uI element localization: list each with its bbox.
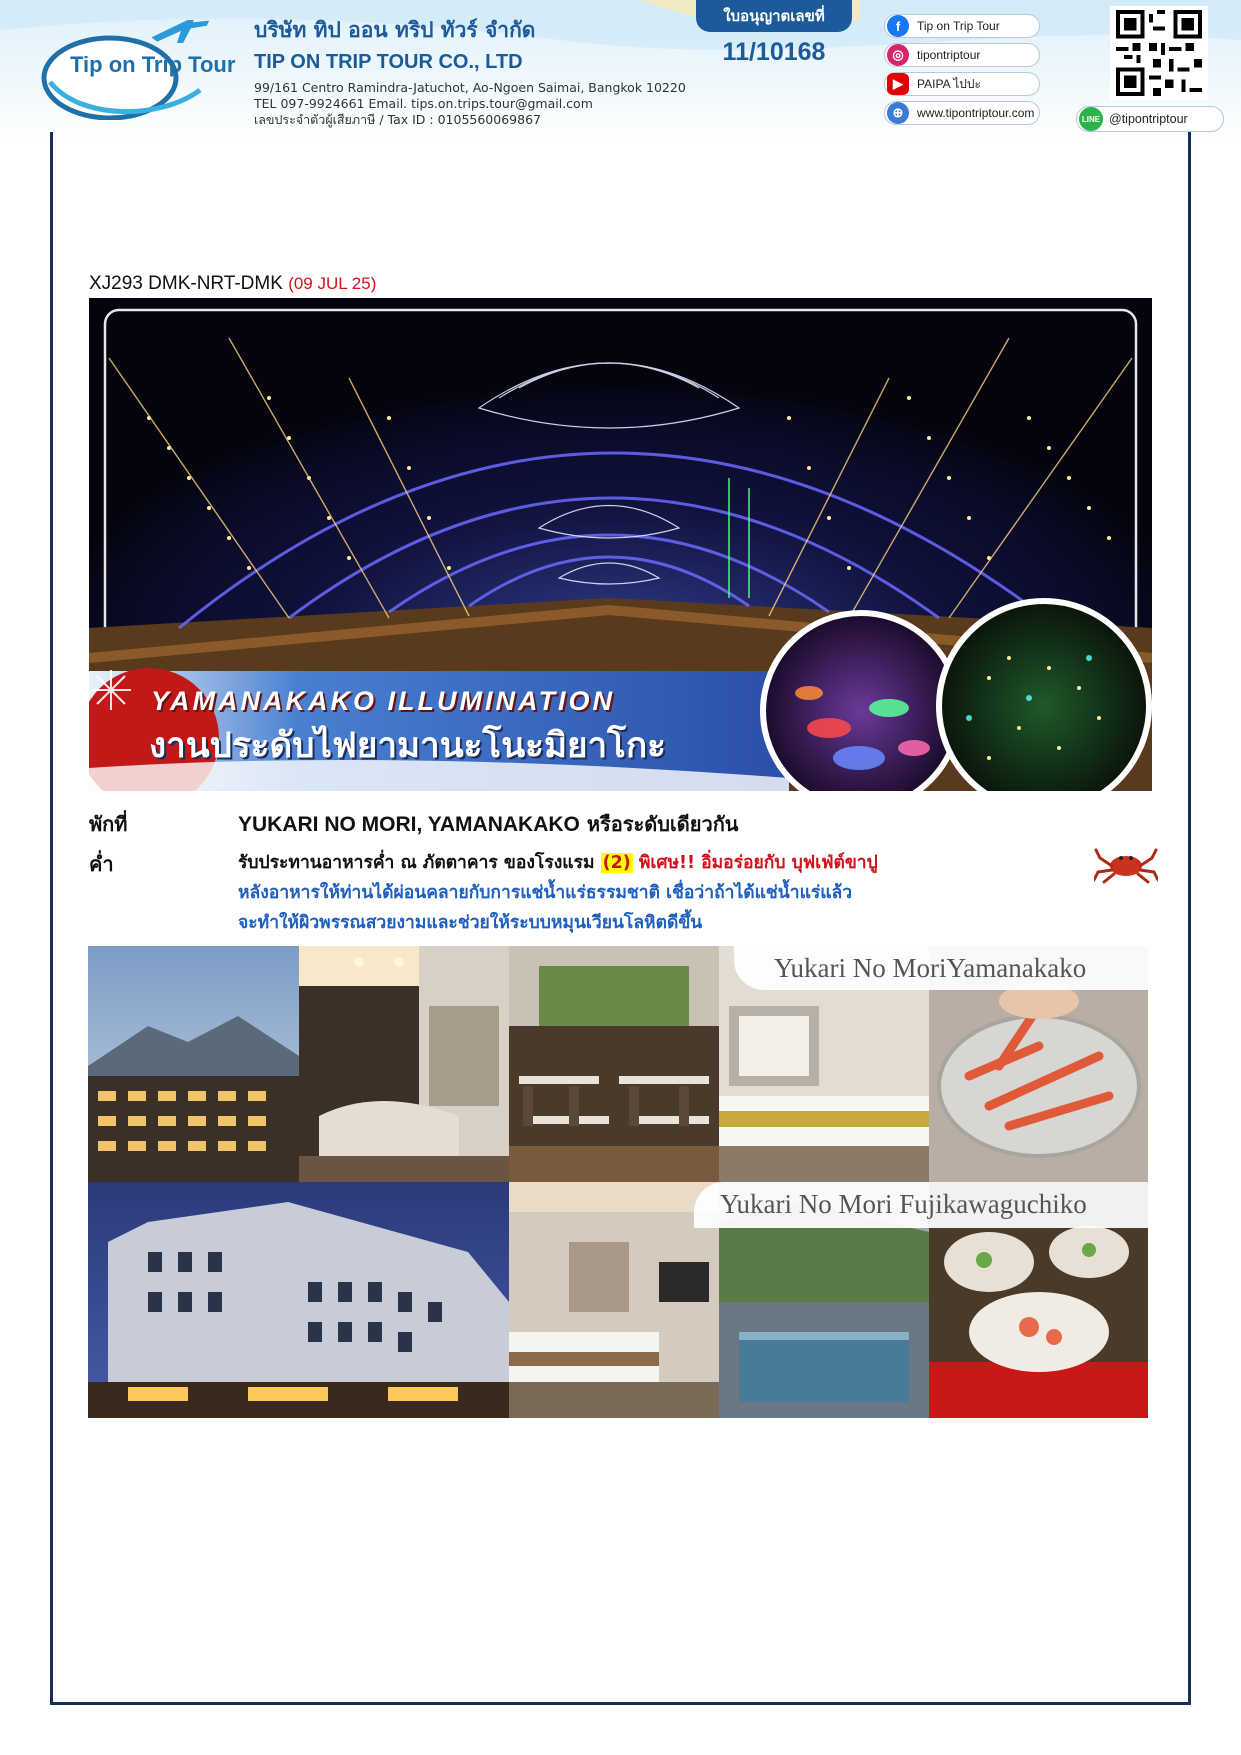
social-instagram[interactable]: [884, 43, 1040, 67]
fujikawaguchiko-exterior-photo: [88, 1182, 509, 1418]
banner-title-th: งานประดับไฟยามานะโนะมิยาโกะ: [149, 726, 666, 766]
social-website[interactable]: [884, 101, 1040, 125]
social-line[interactable]: [1076, 106, 1224, 132]
social-facebook[interactable]: [884, 14, 1040, 38]
address-line: 99/161 Centro Ramindra-Jatuchot, Ao-Ngoen Saimai, Bangkok 10220: [254, 80, 686, 95]
company-name-en: TIP ON TRIP TOUR CO., LTD: [254, 51, 523, 73]
instagram-icon: ◎: [887, 44, 909, 66]
dinner-line-3: จะทำให้ผิวพรรณสวยงามและช่วยให้ระบบหมุนเวียนโลหิตดีขึ้น: [238, 913, 703, 933]
qr-code: [1110, 6, 1208, 100]
flight-route: XJ293 DMK-NRT-DMK: [89, 273, 283, 294]
flight-info: [89, 273, 376, 295]
hotel-suffix: หรือระดับเดียวกัน: [579, 812, 739, 836]
dinner-value: [238, 848, 1158, 938]
caption-yamanakako: Yukari No MoriYamanakako: [734, 946, 1148, 990]
social-label: www.tipontriptour.com: [917, 106, 1035, 120]
contact-line: TEL 097-9924661 Email. tips.on.trips.tour@gmail.com: [254, 96, 593, 111]
illumination-banner: [89, 298, 1152, 791]
dinner-label: ค่ำ: [89, 852, 114, 876]
social-label: Tip on Trip Tour: [917, 19, 1000, 33]
license-block: [696, 0, 852, 67]
letterhead: [0, 0, 1241, 140]
banner-title-en: YAMANAKAKO ILLUMINATION: [151, 686, 615, 716]
hotel-lobby-photo: [299, 946, 509, 1182]
hotel-dining-photo: [509, 946, 719, 1182]
social-label: PAIPA ไปปะ: [917, 76, 981, 91]
hotel-exterior-photo: [88, 946, 299, 1182]
logo-text: Tip on Trip Tour: [70, 52, 236, 77]
social-label: tipontriptour: [917, 48, 981, 62]
youtube-icon: ▶: [887, 73, 909, 95]
crab-icon: [1094, 844, 1158, 884]
fujikawaguchiko-room-photo: [509, 1182, 719, 1418]
hotel-name: YUKARI NO MORI, YAMANAKAKO: [238, 813, 580, 836]
caption-fujikawaguchiko: Yukari No Mori Fujikawaguchiko: [694, 1182, 1148, 1228]
company-info: [254, 14, 686, 128]
dinner-special: พิเศษ!! อิ่มอร่อยกับ บุฟเฟ่ต์ขาปู: [632, 853, 878, 873]
stay-value: [238, 808, 738, 840]
dinner-main: รับประทานอาหารค่ำ ณ ภัตตาคาร ของโรงแรม: [238, 853, 601, 873]
dinner-line-1: [238, 848, 1158, 878]
line-id: @tipontriptour: [1109, 112, 1188, 126]
meal-count-badge: (2): [602, 853, 631, 873]
website-icon: ⊕: [887, 102, 909, 124]
company-name-th: บริษัท ทิป ออน ทริป ทัวร์ จำกัด: [254, 18, 536, 42]
flight-date: (09 JUL 25): [288, 274, 377, 293]
license-number: 11/10168: [722, 38, 826, 66]
license-label: ใบอนุญาตเลขที่: [696, 0, 852, 32]
stay-label: พักที่: [89, 812, 128, 836]
company-address: [254, 80, 686, 128]
social-youtube[interactable]: [884, 72, 1040, 96]
dinner-line-2: หลังอาหารให้ท่านได้ผ่อนคลายกับการแช่น้ำแร่ธรรมชาติ เชื่อว่าถ้าได้แช่น้ำแร่แล้ว: [238, 883, 853, 903]
tax-id-line: เลขประจำตัวผู้เสียภาษี / Tax ID : 0105560069867: [254, 112, 541, 127]
qr-code-icon: [1114, 10, 1204, 96]
line-icon: LINE: [1079, 107, 1103, 131]
social-links: [884, 14, 1040, 130]
hotel-collage: [88, 946, 1148, 1418]
facebook-icon: f: [887, 15, 909, 37]
